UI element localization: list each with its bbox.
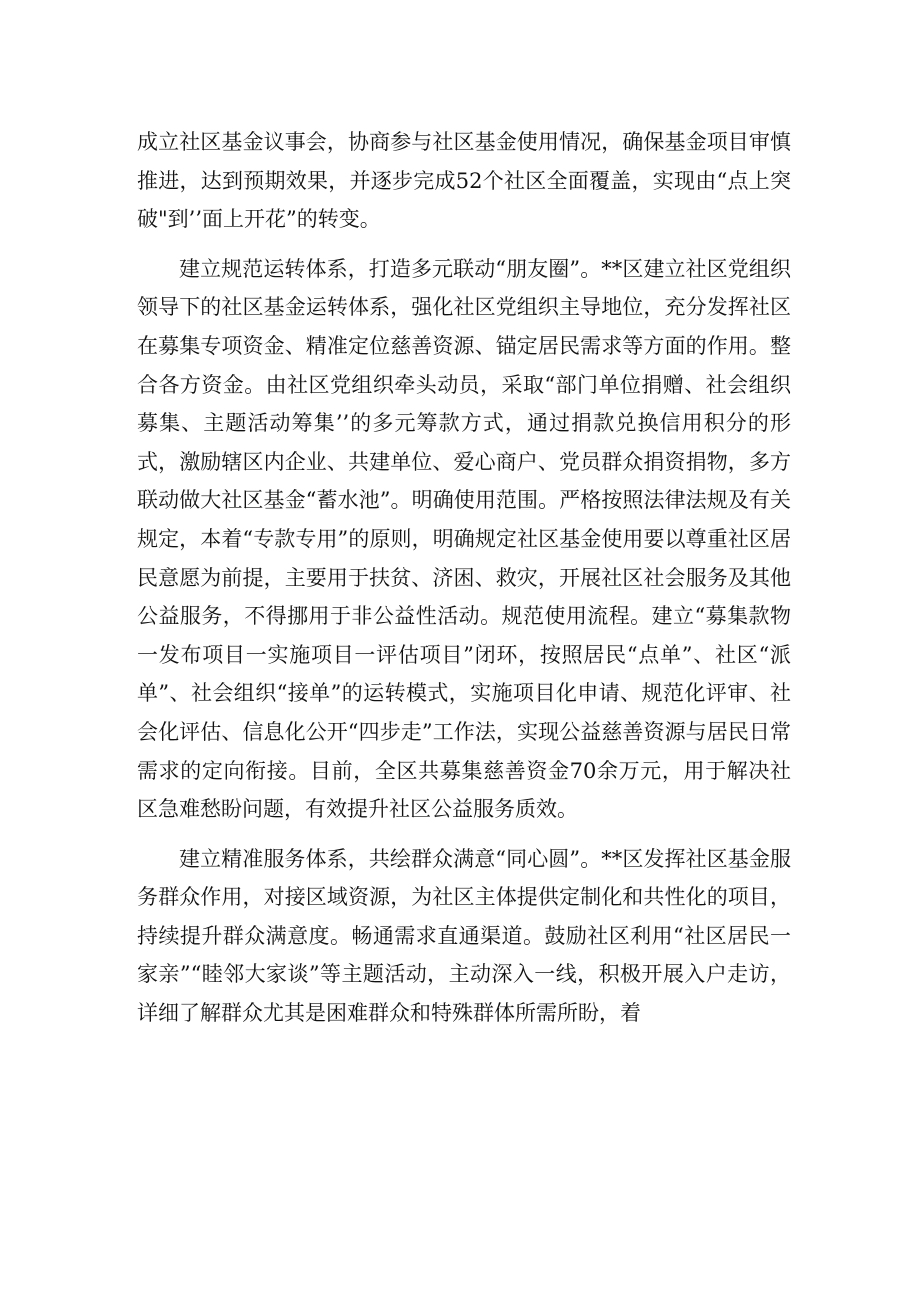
paragraph-3: 建立精准服务体系，共绘群众满意“同心圆”。**区发挥社区基金服务群众作用，对接区域资源，为社区主体提供定制化和共性化的项目，持续提升群众满意度。畅通需求直通渠道。鼓励社区利用“社区居民一家亲”“睦邻大家谈”等主题活动，主动深入一线，积极开展入户走访，详细了解群众尤其是困难群众和特殊群体所需所盼，着 (137, 846, 791, 1026)
paragraph-2: 建立规范运转体系，打造多元联动“朋友圈”。**区建立社区党组织领导下的社区基金运转体系，强化社区党组织主导地位，充分发挥社区在募集专项资金、精准定位慈善资源、锚定居民需求等方面的作用。整合各方资金。由社区党组织牵头动员，采取“部门单位捐赠、社会组织募集、主题活动筹集’’的多元筹款方式，通过捐款兑换信用积分的形式，激励辖区内企业、共建单位、爱心商户、党员群众捐资捐物，多方联动做大社区基金“蓄水池”。明确使用范围。严格按照法律法规及有关规定，本着“专款专用”的原则，明确规定社区基金使用要以尊重社区居民意愿为前提，主要用于扶贫、济困、救灾，开展社区社会服务及其他公益服务，不得挪用于非公益性活动。规范使用流程。建立“募集款物一发布项目一实施项目一评估项目”闭环，按照居民“点单”、社区“派单”、社会组织“接单”的运转模式，实施项目化申请、规范化评审、社会化评估、信息化公开“四步走”工作法，实现公益慈善资源与居民日常需求的定向衔接。目前，全区共募集慈善资金70余万元，用于解决社区急难愁盼问题，有效提升社区公益服务质效。 (137, 256, 791, 822)
paragraph-1: 成立社区基金议事会，协商参与社区基金使用情况，确保基金项目审慎推进，达到预期效果，并逐步完成52个社区全面覆盖，实现由“点上突破"到’’面上开花”的转变。 (137, 130, 791, 232)
document-body (137, 123, 791, 1044)
